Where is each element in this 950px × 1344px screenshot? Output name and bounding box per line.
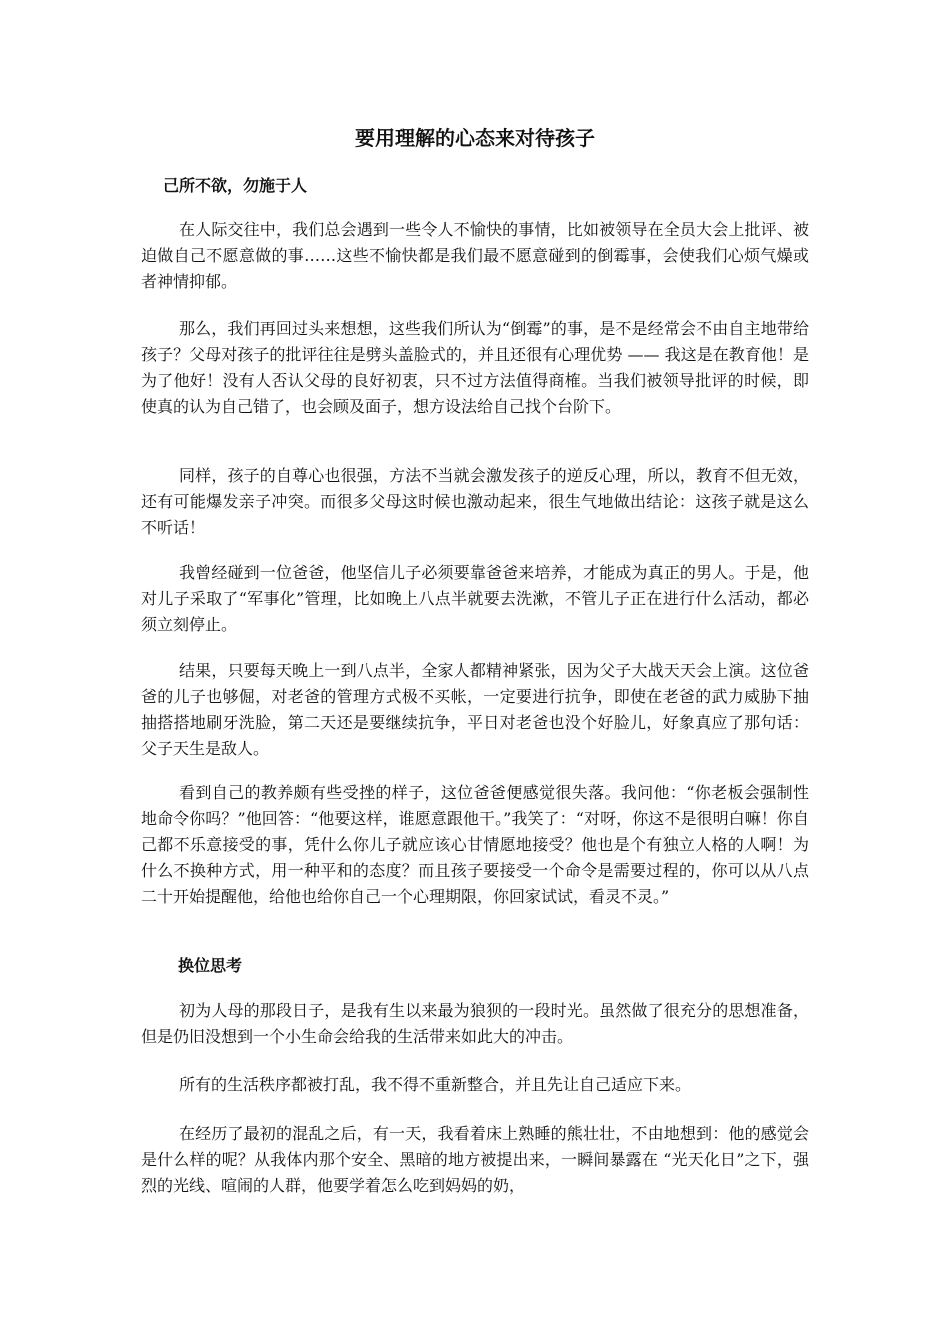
paragraph: 所有的生活秩序都被打乱，我不得不重新整合，并且先让自己适应下来。	[179, 1075, 692, 1094]
paragraph: 结果，只要每天晚上一到八点半，全家人都精神紧张，因为父子大战天天会上演。这位爸爸的儿子也够倔，对老爸的管理方式极不买帐，一定要进行抗争，即使在老爸的武力威胁下抽抽搭搭地刷牙洗脸，第二天还是要继续抗争，平日对老爸也没个好脸儿，好象真应了那句话：父子天生是敌人。	[141, 661, 809, 758]
section-heading-2: 换位思考	[178, 956, 243, 975]
document-title: 要用理解的心态来对待孩子	[355, 126, 595, 150]
paragraph: 在人际交往中，我们总会遇到一些令人不愉快的事情，比如被领导在全员大会上批评、被迫做自己不愿意做的事……这些不愉快都是我们最不愿意碰到的倒霉事，会使我们心烦气燥或者神情抑郁。	[141, 220, 809, 291]
paragraph: 初为人母的那段日子，是我有生以来最为狼狈的一段时光。虽然做了很充分的思想准备，但是仍旧没想到一个小生命会给我的生活带来如此大的冲击。	[141, 1001, 809, 1046]
paragraph: 看到自己的教养颇有些受挫的样子，这位爸爸便感觉很失落。我问他：“你老板会强制性地命令你吗？”他回答：“他要这样，谁愿意跟他干。”我笑了：“对呀，你这不是很明白嘛！你自己都不乐意接受的事，凭什么你儿子就应该心甘情愿地接受？他也是个有独立人格的人啊！为什么不换种方式，用一种平和的态度？而且孩子要接受一个命令是需要过程的，你可以从八点二十开始提醒他，给他也给你自己一个心理期限，你回家试试，看灵不灵。”	[141, 783, 809, 906]
paragraph: 那么，我们再回过头来想想，这些我们所认为“倒霉”的事，是不是经常会不由自主地带给孩子？父母对孩子的批评往往是劈头盖脸式的，并且还很有心理优势 —— 我这是在教育他！是为了他好！没有人否认父母的良好初衷，只不过方法值得商榷。当我们被领导批评的时候，即使真的认为自己错了，也会顾及面子，想方设法给自己找个台阶下。	[141, 319, 809, 416]
paragraph: 在经历了最初的混乱之后，有一天，我看着床上熟睡的熊壮壮，不由地想到：他的感觉会是什么样的呢？从我体内那个安全、黑暗的地方被提出来，一瞬间暴露在 “光天化日”之下，强烈的光线、喧闹的人群，他要学着怎么吃到妈妈的奶，	[141, 1124, 809, 1195]
paragraph: 我曾经碰到一位爸爸，他坚信儿子必须要靠爸爸来培养，才能成为真正的男人。于是，他对儿子采取了“军事化”管理，比如晚上八点半就要去洗漱，不管儿子正在进行什么活动，都必须立刻停止。	[141, 563, 809, 634]
section-heading-1: 己所不欲，勿施于人	[163, 176, 308, 195]
paragraph: 同样，孩子的自尊心也很强，方法不当就会激发孩子的逆反心理，所以，教育不但无效，还有可能爆发亲子冲突。而很多父母这时候也激动起来，很生气地做出结论：这孩子就是这么不听话！	[141, 466, 809, 537]
